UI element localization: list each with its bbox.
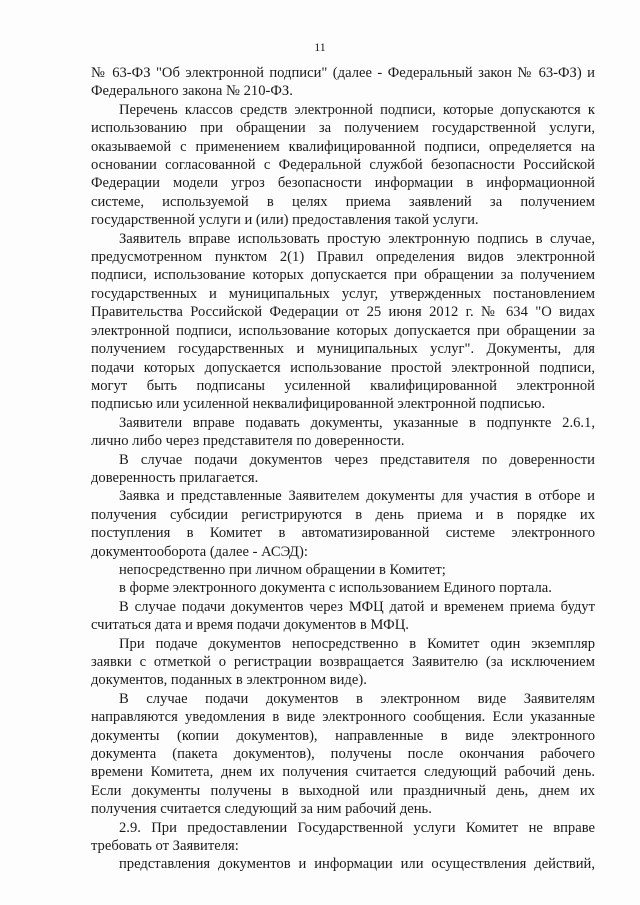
text-line: считаться дата и время подачи документов в МФЦ.	[91, 617, 409, 634]
text-line: заявки с отметкой о регистрации возвращается Заявителю (за исключением	[91, 654, 595, 670]
text-line: документа (пакета документов), получены после окончания рабочего	[91, 746, 595, 763]
text-line: могут быть подписаны усиленной квалифицированной электронной	[91, 377, 595, 394]
text-line: Перечень классов средств электронной подписи, которые допускаются к	[119, 101, 595, 118]
text-line: времени Комитета, днем их получения считается следующий рабочий день.	[91, 764, 595, 781]
text-line: Если документы получены в выходной или праздничный день, днем их	[91, 782, 595, 799]
text-line: предусмотренном пунктом 2(1) Правил определения видов электронной	[91, 249, 595, 266]
text-line: Заявитель вправе использовать простую электронную подпись в случае,	[119, 230, 595, 247]
page-number: 11	[314, 40, 326, 54]
text-line: требовать от Заявителя:	[91, 838, 239, 855]
text-line: представления документов и информации или осуществления действий,	[119, 856, 595, 873]
text-line: В случае подачи документов в электронном виде Заявителям	[119, 690, 595, 707]
text-line: в форме электронного документа с использованием Единого портала.	[119, 580, 552, 597]
text-line: получением государственных и муниципальных услуг". Документы, для	[91, 341, 595, 358]
text-line: непосредственно при личном обращении в Комитет;	[119, 561, 446, 578]
text-line: получения считается следующий за ним рабочий день.	[91, 801, 432, 818]
text-line: электронной подписи, использование которых допускается при обращении за	[91, 322, 595, 339]
text-line: направляются уведомления в виде электронного сообщения. Если указанные	[91, 709, 595, 726]
text-line: оказываемой с применением квалифицированной подписи, определяется на	[91, 138, 595, 155]
text-line: системе, используемой в целях приема заявлений за получением	[91, 193, 595, 210]
text-line: документы (копии документов), направленные в виде электронного	[91, 727, 595, 744]
text-line: государственной услуги и (или) предоставления такой услуги.	[91, 212, 479, 229]
document-body	[91, 64, 595, 874]
text-line: поступления в Комитет в автоматизированной системе электронного	[91, 525, 595, 542]
text-line: В случае подачи документов через МФЦ датой и временем приема будут	[119, 598, 595, 615]
text-line: использованию при обращении за получением государственной услуги,	[91, 120, 595, 137]
text-line: В случае подачи документов через представителя по доверенности	[119, 451, 595, 468]
text-line: При подаче документов непосредственно в Комитет один экземпляр	[119, 635, 595, 652]
text-line: документов, поданных в электронном виде).	[91, 672, 367, 689]
text-line: 2.9. При предоставлении Государственной услуги Комитет не вправе	[119, 819, 595, 836]
text-line: документооборота (далее - АСЭД):	[91, 543, 308, 560]
text-line: доверенность прилагается.	[91, 469, 259, 486]
text-line: государственных и муниципальных услуг, утвержденных постановлением	[91, 285, 595, 302]
text-line: подписи, использование которых допускается при обращении за получением	[91, 267, 595, 284]
text-line: подачи которых допускается использование простой электронной подписи,	[91, 359, 595, 376]
text-line: подписью или усиленной неквалифицированной электронной подписью.	[91, 396, 546, 413]
text-line: Федерации модели угроз безопасности информации в информационной	[91, 175, 595, 192]
text-line: лично либо через представителя по доверенности.	[91, 433, 405, 450]
text-line: Правительства Российской Федерации от 25 июня 2012 г. № 634 "О видах	[91, 304, 595, 321]
text-line: основании согласованной с Федеральной службой безопасности Российской	[91, 157, 595, 174]
text-line: № 63-ФЗ "Об электронной подписи" (далее - Федеральный закон № 63-ФЗ) и	[91, 65, 595, 81]
text-line: Федерального закона № 210-ФЗ.	[91, 83, 293, 100]
text-line: Заявка и представленные Заявителем документы для участия в отборе и	[119, 488, 595, 505]
text-line: получения субсидии регистрируются в день приема и в порядке их	[91, 506, 595, 523]
text-line: Заявители вправе подавать документы, указанные в подпункте 2.6.1,	[119, 414, 595, 431]
